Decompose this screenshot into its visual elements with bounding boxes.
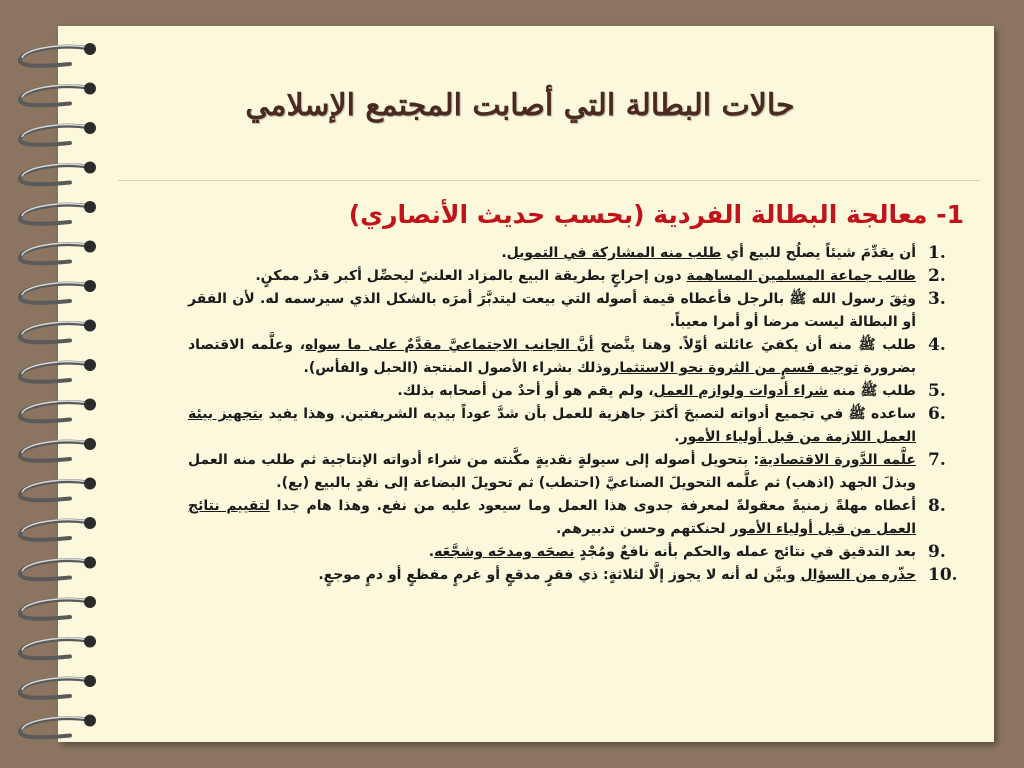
item-number: 9. — [928, 542, 946, 562]
binding-hole — [84, 201, 96, 213]
spiral-ring — [20, 600, 88, 619]
item-text — [188, 334, 916, 380]
text-run: ، ولم يقم هو أو أحدٌ من أصحابه بذلك. — [397, 383, 654, 399]
spiral-binding — [0, 0, 110, 768]
list-item — [188, 564, 968, 587]
list-item — [188, 403, 968, 449]
spiral-ring — [20, 718, 88, 737]
item-number: 4. — [928, 335, 946, 355]
underlined-phrase: لتقييم نتائج العمل من قبل أولياء الأمور — [188, 498, 916, 537]
spiral-ring — [20, 679, 88, 698]
item-number: 3. — [928, 289, 946, 309]
text-run: وبيَّن له أنه لا يجوز إلَّا لثلاثةٍ: ذي فقرٍ مدقعٍ أو غرمٍ مفظعٍ أو دمٍ موجعٍ. — [318, 567, 801, 583]
text-run: طلب ﷺ منه — [827, 383, 916, 399]
spiral-ring — [20, 442, 88, 461]
binding-hole — [84, 438, 96, 450]
text-run: أعطاه مهلةً زمنيةً معقولةً لمعرفة جدوى هذا العمل وما سيعود عليه من نفع. وهذا هام جدا — [269, 498, 916, 514]
item-text — [188, 288, 916, 334]
item-number: 1. — [928, 243, 946, 263]
item-number: 10. — [928, 565, 958, 585]
spiral-ring — [20, 521, 88, 540]
list-item — [188, 449, 968, 495]
text-run: . — [501, 245, 507, 261]
list-item — [188, 541, 968, 564]
spiral-ring — [20, 363, 88, 382]
underlined-phrase: نصحَه ومدحَه وشجَّعَه — [434, 544, 575, 560]
points-list — [188, 242, 968, 587]
list-item — [188, 265, 968, 288]
spiral-ring — [20, 86, 88, 105]
item-number: 6. — [928, 404, 946, 424]
binding-hole — [84, 517, 96, 529]
text-run: لحنكتهم وحسن تدبيرهم. — [555, 521, 731, 537]
item-text — [188, 449, 916, 495]
underlined-phrase: أنَّ الجانب الاجتماعيَّ مقدَّمٌ على ما سواه — [305, 337, 594, 353]
spiral-ring — [20, 284, 88, 303]
binding-hole — [84, 636, 96, 648]
spiral-ring — [20, 244, 88, 263]
underlined-phrase: بتجهيز بيئة العمل اللازمة من قبل أولياء الأمور — [188, 406, 916, 445]
binding-hole — [84, 280, 96, 292]
binding-hole — [84, 241, 96, 253]
text-run: ساعده ﷺ في تجميع أدواته لتصبحَ أكثرَ جاهزية للعمل بأن شدَّ عوداً بيديه الشريفتين. وهذا يفيد — [263, 406, 916, 422]
list-item — [188, 288, 968, 334]
binding-hole — [84, 43, 96, 55]
spiral-ring — [20, 205, 88, 224]
binding-hole — [84, 596, 96, 608]
underlined-phrase: توجيه قسمٍ من الثروة نحو الاستثمار — [611, 360, 859, 376]
list-item — [188, 242, 968, 265]
spiral-ring — [20, 126, 88, 145]
binding-hole — [84, 715, 96, 727]
list-item — [188, 380, 968, 403]
item-text — [188, 495, 916, 541]
binding-hole — [84, 122, 96, 134]
item-number: 2. — [928, 266, 946, 286]
item-number: 7. — [928, 450, 946, 470]
text-run: أن يقدِّمَ شيئاً يصلُح للبيع أي — [721, 245, 916, 261]
text-run: وذلك بشراء الأصول المنتجة (الحبل والفأس). — [303, 360, 612, 376]
spiral-ring — [20, 639, 88, 658]
item-text — [188, 564, 916, 587]
item-text — [188, 242, 916, 265]
text-run: طلب ﷺ منه أن يكفيَ عائلته أوّلاً. وهنا يتَّضح — [593, 337, 917, 353]
binding-hole — [84, 83, 96, 95]
binding-hole — [84, 478, 96, 490]
binding-hole — [84, 399, 96, 411]
spiral-ring — [20, 165, 88, 184]
spiral-ring — [20, 323, 88, 342]
underlined-phrase: طالب جماعة المسلمين المساهمة — [686, 268, 916, 284]
binding-hole — [84, 675, 96, 687]
section-heading: 1- معالجة البطالة الفردية (بحسب حديث الأنصاري) — [348, 200, 964, 229]
binding-hole — [84, 162, 96, 174]
text-run: . — [428, 544, 435, 560]
text-run: وثِقَ رسول الله ﷺ بالرجل فأعطاه قيمة أصوله التي بيعت ليتدبَّرَ أمرَه بالشكل الذي سيرسمه له. لأن الفقر أو البطالة ليست مرضا أو أمرا معيباً. — [188, 291, 916, 330]
spiral-ring — [20, 560, 88, 579]
item-number: 5. — [928, 381, 946, 401]
binding-hole — [84, 359, 96, 371]
spiral-ring — [20, 481, 88, 500]
spiral-ring — [20, 402, 88, 421]
underlined-phrase: طلب منه المشاركة في التمويل — [506, 245, 722, 261]
text-run: بعد التدقيق في نتائج عمله والحكم بأنه نافعٌ ومُجْدٍ — [574, 544, 916, 560]
item-text — [188, 403, 916, 449]
text-run: ، وعلَّمه الاقتصاد بضرورة — [188, 337, 916, 376]
underlined-phrase: حذّره من السؤال — [800, 567, 916, 583]
item-text — [188, 265, 916, 288]
text-run: دون إحراجٍ بطريقة البيع بالمزاد العلنيّ ليحصِّل أكبر قدْر ممكنٍ. — [255, 268, 687, 284]
spiral-ring — [20, 47, 88, 66]
list-item — [188, 495, 968, 541]
item-text — [188, 541, 916, 564]
title-divider — [118, 180, 980, 181]
item-text — [188, 380, 916, 403]
underlined-phrase: علَّمه الدَّورة الاقتصادية — [759, 452, 916, 468]
binding-hole — [84, 320, 96, 332]
text-run: . — [674, 429, 680, 445]
slide-title: حالات البطالة التي أصابت المجتمع الإسلامي — [245, 88, 795, 123]
item-number: 8. — [928, 496, 946, 516]
text-run: : بتحويل أصوله إلى سيولةٍ نقديةٍ مكَّنته من شراء أدواته الإنتاجية ثم طلب منه العمل وبذلَ الجهد (اذهب) ثم علَّمه التحويلَ الصناعيَّ (احتطب) ثم تحويلَ البضاعة إلى نقدٍ بالبيع (بع). — [188, 452, 916, 491]
underlined-phrase: شراء أدوات ولوازم العمل — [653, 383, 828, 399]
list-item — [188, 334, 968, 380]
binding-hole — [84, 557, 96, 569]
